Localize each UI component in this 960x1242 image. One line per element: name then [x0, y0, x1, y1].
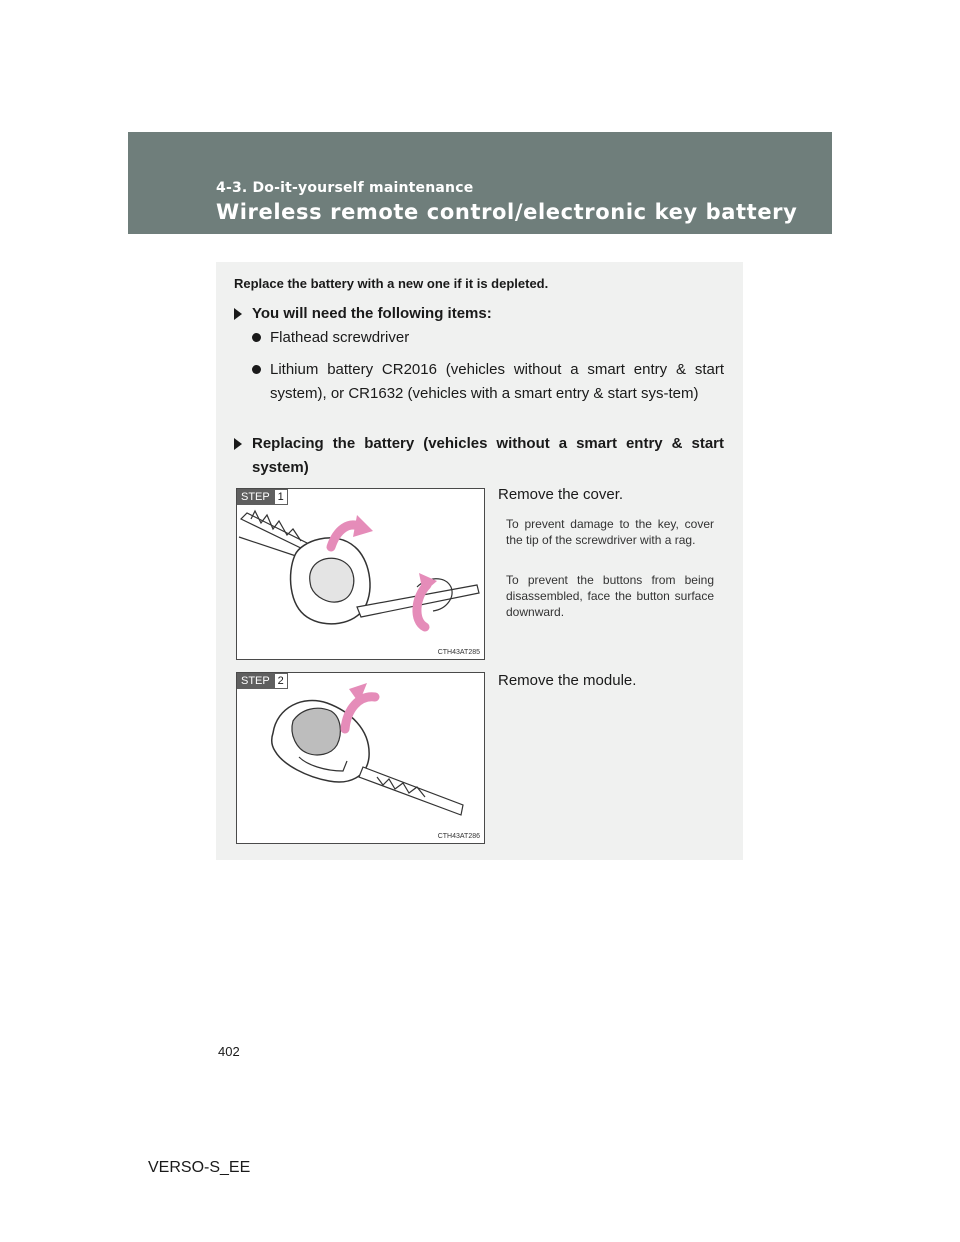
content-box [216, 262, 743, 860]
list-item: Flathead screwdriver [252, 326, 724, 350]
figure-code: CTH43AT286 [437, 833, 480, 840]
step1-instruction: Remove the cover. [498, 486, 624, 503]
step-badge: STEP 1 [237, 489, 288, 505]
key-cover-removal-illustration [237, 489, 484, 659]
step-badge: STEP 2 [237, 673, 288, 689]
replace-heading: Replacing the battery (vehicles without a smart entry & start system) [234, 432, 724, 480]
document-code: VERSO-S_EE [148, 1159, 251, 1176]
intro-text: Replace the battery with a new one if it is depleted. [234, 276, 549, 291]
bullet-dot-icon [252, 365, 261, 374]
step1-figure [236, 488, 485, 660]
step2-instruction: Remove the module. [498, 672, 637, 689]
triangle-bullet-icon [234, 308, 242, 320]
step1-note-1: To prevent damage to the key, cover the tip of the screwdriver with a rag. [506, 517, 714, 547]
bullet-dot-icon [252, 333, 261, 342]
step2-figure [236, 672, 485, 844]
section-label: 4-3. Do-it-yourself maintenance [216, 180, 474, 196]
figure-code: CTH43AT285 [437, 649, 480, 656]
triangle-bullet-icon [234, 438, 242, 450]
step1-note-2: To prevent the buttons from being disassembled, face the button surface downward. [506, 573, 714, 619]
page-number: 402 [218, 1044, 240, 1059]
page-title: Wireless remote control/electronic key battery [216, 200, 798, 224]
module-removal-illustration [237, 673, 484, 843]
header-bar [128, 132, 832, 234]
list-item: Lithium battery CR2016 (vehicles without a smart entry & start system), or CR1632 (vehicles with a smart entry & start sys-tem) [252, 358, 724, 406]
items-heading: You will need the following items: [234, 302, 724, 326]
